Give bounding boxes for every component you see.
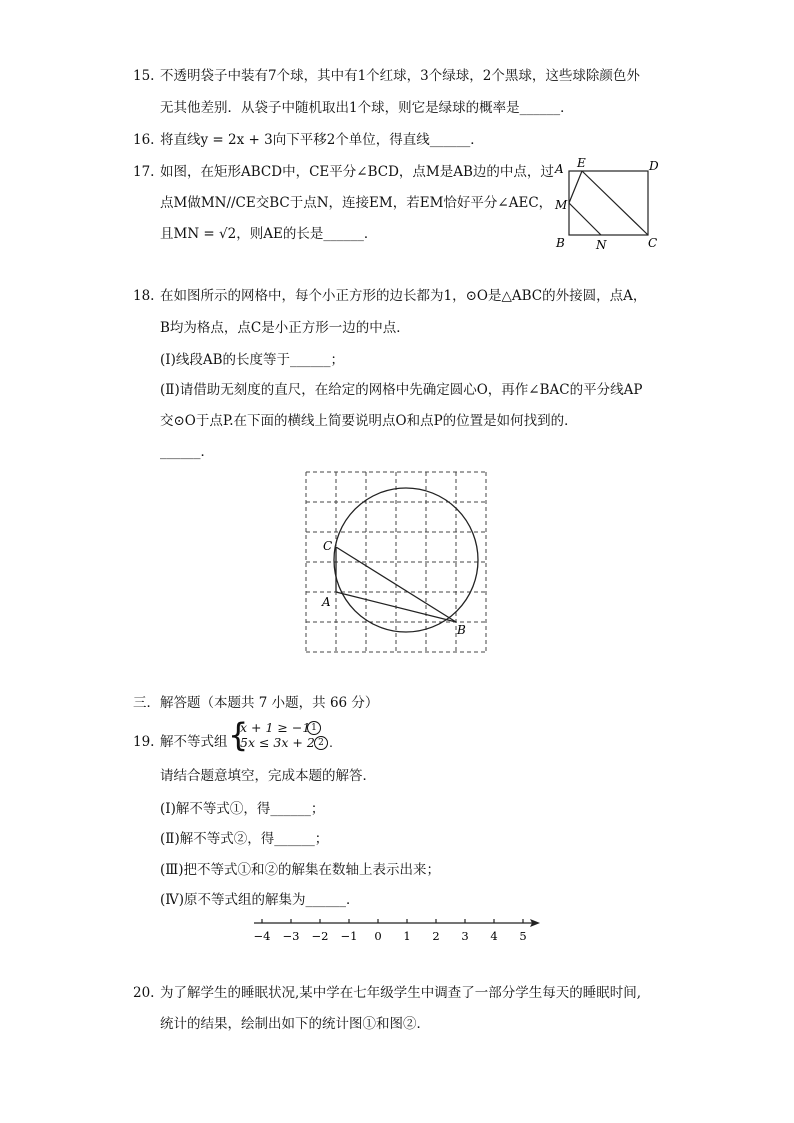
number-line-label: 4 [490, 929, 498, 943]
question-number-15: 15. [133, 68, 155, 84]
label-n: N [596, 238, 607, 252]
label-m: M [555, 198, 568, 212]
label-e: E [577, 156, 586, 170]
q19-part1: (Ⅰ)解不等式①，得______； [160, 801, 325, 817]
circled-number-1: 1 [307, 721, 321, 735]
q18-text-line1: 在如图所示的网格中，每个小正方形的边长都为1，⊙O是△ABC的外接圆，点A， [160, 288, 647, 304]
number-line-label: 3 [461, 929, 469, 943]
q17-text-line1: 如图，在矩形ABCD中，CE平分∠BCD，点M是AB边的中点，过 [160, 164, 554, 180]
segment-ab [336, 592, 456, 622]
number-line-label: −1 [340, 929, 358, 943]
number-line-label: 0 [374, 929, 382, 943]
question-number-16: 16. [133, 132, 155, 148]
segment-em [569, 171, 582, 203]
q18-part2-line1: (Ⅱ)请借助无刻度的直尺，在给定的网格中先确定圆心O，再作∠BAC的平分线AP [160, 382, 643, 398]
inequality-1: x + 1 ≥ −1 [240, 720, 311, 735]
number-line-label: −3 [282, 929, 300, 943]
q19-part3: (Ⅲ)把不等式①和②的解集在数轴上表示出来； [160, 862, 441, 878]
question-number-20: 20. [133, 985, 155, 1001]
number-line-labels [254, 929, 527, 943]
q15-text-line1: 不透明袋子中装有7个球，其中有1个红球，3个绿球，2个黑球，这些球除颜色外 [160, 68, 640, 84]
q19-part4: (Ⅳ)原不等式组的解集为______． [160, 892, 360, 908]
inequality-system [228, 716, 348, 754]
grid-circle-figure [300, 466, 494, 658]
label-b: B [556, 236, 565, 250]
rectangle-figure [552, 156, 668, 252]
label-b: B [457, 623, 466, 637]
q17-text-line2: 点M做MN//CE交BC于点N，连接EM，若EM恰好平分∠AEC， [160, 195, 553, 211]
question-number-19: 19. [133, 734, 155, 750]
segment-mn [569, 203, 601, 235]
label-a: A [322, 595, 331, 609]
q19-part2: (Ⅱ)解不等式②，得______； [160, 831, 329, 847]
rectangle-abcd [569, 171, 648, 235]
section-title: 三．解答题（本题共 7 小题，共 66 分） [133, 695, 379, 711]
number-line-label: −4 [253, 929, 271, 943]
inequality-period: . [329, 735, 333, 750]
q15-text-line2: 无其他差别．从袋子中随机取出1个球，则它是绿球的概率是______． [160, 100, 574, 116]
number-line-label: 2 [432, 929, 440, 943]
q19-prefix: 解不等式组 [160, 734, 228, 750]
q19-intro: 请结合题意填空，完成本题的解答． [160, 768, 376, 784]
inequality-2: 5x ≤ 3x + 2 [240, 735, 315, 750]
label-a: A [555, 162, 564, 176]
circled-number-2: 2 [314, 736, 328, 750]
label-c: C [648, 236, 658, 250]
q16-text-line1: 将直线y = 2x + 3向下平移2个单位，得直线______． [160, 132, 484, 148]
question-number-18: 18. [133, 288, 155, 304]
q18-part1: (Ⅰ)线段AB的长度等于______； [160, 352, 345, 368]
label-d: D [649, 159, 659, 173]
number-line-label: 1 [403, 929, 411, 943]
q20-text-line1: 为了解学生的睡眠状况,某中学在七年级学生中调查了一部分学生每天的睡眠时间, [160, 985, 642, 1001]
q18-text-line2: B均为格点，点C是小正方形一边的中点． [160, 320, 410, 336]
number-line-label: 5 [519, 929, 527, 943]
q20-text-line2: 统计的结果，绘制出如下的统计图①和图②． [160, 1016, 430, 1032]
q18-part2-line2: 交⊙O于点P.在下面的横线上简要说明点O和点P的位置是如何找到的． [160, 413, 578, 429]
number-line [248, 912, 548, 946]
label-c: C [323, 539, 333, 553]
q17-text-line3: 且MN = √2，则AE的长是______． [160, 226, 378, 242]
left-brace: { [228, 716, 249, 754]
q18-answer-blank: ______． [160, 444, 214, 460]
question-number-17: 17. [133, 164, 155, 180]
number-line-label: −2 [311, 929, 329, 943]
